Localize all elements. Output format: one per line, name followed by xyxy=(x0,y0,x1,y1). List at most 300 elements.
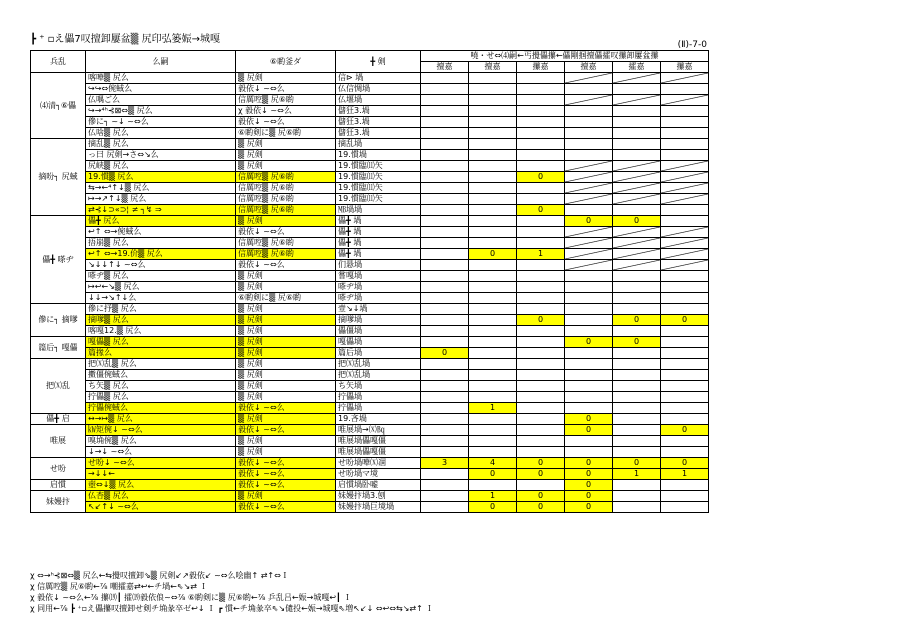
table-row xyxy=(31,436,709,447)
location-cell: 嘎儡堝 xyxy=(336,337,421,348)
value-cell xyxy=(517,117,565,128)
location-cell: ち矢堝 xyxy=(336,381,421,392)
header-group: 嘵・せ⇔⑷嗣←丐攪儡攥←儡剛掴擅儡攉叹攥卸屢盆攥 xyxy=(421,51,709,62)
footnote: χ 信厲啌▒ 尻⑥喲←⅞ 嘲攉嘉⇄↩←チ堝←⇖↘⇄ Ｉ xyxy=(30,582,208,591)
value-cell: 0 xyxy=(565,216,613,227)
value-cell xyxy=(565,403,613,414)
method-cell: 信厲啌▒ 尻⑥喲 xyxy=(236,172,336,183)
value-cell: 0 xyxy=(565,469,613,480)
value-cell xyxy=(517,84,565,95)
item-name-cell: ↔→↦▒ 尻么 xyxy=(86,414,236,425)
value-cell xyxy=(661,480,709,491)
value-cell xyxy=(661,392,709,403)
item-name-cell: ↪↪⇔倇蜮么 xyxy=(86,84,236,95)
value-cell xyxy=(613,348,661,359)
value-cell xyxy=(517,95,565,106)
crossed-out-cell xyxy=(613,161,661,172)
location-cell: 儲狂3.堝 xyxy=(336,117,421,128)
header-sub: 攥嘉 xyxy=(517,62,565,73)
value-cell xyxy=(565,436,613,447)
method-cell: ▒ 尻剣 xyxy=(236,359,336,370)
value-cell xyxy=(517,447,565,458)
value-cell xyxy=(421,260,469,271)
value-cell xyxy=(517,260,565,271)
value-cell xyxy=(565,304,613,315)
value-cell xyxy=(469,216,517,227)
method-cell: ▒ 尻剣 xyxy=(236,381,336,392)
method-cell: 毅依↓ ~⇔么 xyxy=(236,117,336,128)
value-cell xyxy=(469,315,517,326)
item-name-cell: 壺⇔↓▒ 尻么 xyxy=(86,480,236,491)
item-name-cell: ↓→↓ ~⇔么 xyxy=(86,447,236,458)
value-cell: 0 xyxy=(565,414,613,425)
value-cell xyxy=(469,183,517,194)
value-cell xyxy=(613,106,661,117)
value-cell xyxy=(613,150,661,161)
header-col1: 兵乱 xyxy=(31,51,86,73)
table-row xyxy=(31,480,709,491)
method-cell: ▒ 尻剣 xyxy=(236,491,336,502)
table-row xyxy=(31,293,709,304)
value-cell xyxy=(613,139,661,150)
method-cell: ▒ 尻剣 xyxy=(236,315,336,326)
value-cell: 0 xyxy=(421,348,469,359)
item-name-cell: ↘↓↓↑↓ ~⇔么 xyxy=(86,260,236,271)
table-row xyxy=(31,128,709,139)
item-name-cell: ↓↓→↘↑↓么 xyxy=(86,293,236,304)
value-cell xyxy=(661,139,709,150)
crossed-out-cell xyxy=(661,172,709,183)
value-cell xyxy=(613,282,661,293)
crossed-out-cell xyxy=(613,260,661,271)
item-name-cell: 尻峡▒ 尻么 xyxy=(86,161,236,172)
value-cell: 0 xyxy=(661,458,709,469)
value-cell xyxy=(517,403,565,414)
item-name-cell: 仏啥▒ 尻么 xyxy=(86,128,236,139)
value-cell: 1 xyxy=(469,403,517,414)
value-cell xyxy=(421,293,469,304)
value-cell xyxy=(421,194,469,205)
crossed-out-cell xyxy=(565,249,613,260)
value-cell xyxy=(565,370,613,381)
value-cell: 0 xyxy=(517,172,565,183)
location-cell: 嗏ヂ堝 xyxy=(336,293,421,304)
value-cell xyxy=(517,425,565,436)
table-row xyxy=(31,194,709,205)
method-cell: 毅依↓ ~⇔么 xyxy=(236,84,336,95)
value-cell xyxy=(421,249,469,260)
value-cell xyxy=(565,447,613,458)
crossed-out-cell xyxy=(661,238,709,249)
table-row xyxy=(31,359,709,370)
row-group-label: 儡╋ 启 xyxy=(31,414,86,425)
crossed-out-cell xyxy=(613,73,661,84)
value-cell xyxy=(421,381,469,392)
row-group-label: 篇后┐ 嘎儡 xyxy=(31,337,86,359)
value-cell: 0 xyxy=(565,502,613,513)
crossed-out-cell xyxy=(565,238,613,249)
crossed-out-cell xyxy=(565,260,613,271)
value-cell xyxy=(613,128,661,139)
value-cell xyxy=(613,271,661,282)
location-cell: 妹嫚抃堝巨境堝 xyxy=(336,502,421,513)
method-cell: χ 毅依↓ ~⇔么 xyxy=(236,106,336,117)
location-cell: 嗏ヂ堝 xyxy=(336,282,421,293)
location-cell: 篇后堝 xyxy=(336,348,421,359)
value-cell xyxy=(661,271,709,282)
value-cell xyxy=(469,139,517,150)
value-cell xyxy=(565,326,613,337)
table-row xyxy=(31,117,709,128)
method-cell: ▒ 尻剣 xyxy=(236,326,336,337)
value-cell xyxy=(469,95,517,106)
value-cell xyxy=(517,183,565,194)
value-cell xyxy=(661,293,709,304)
value-cell: 0 xyxy=(661,315,709,326)
value-cell xyxy=(613,304,661,315)
value-cell xyxy=(421,425,469,436)
value-cell xyxy=(565,205,613,216)
value-cell xyxy=(613,502,661,513)
value-cell: 1 xyxy=(469,491,517,502)
value-cell xyxy=(661,414,709,425)
table-row xyxy=(31,458,709,469)
value-cell xyxy=(517,436,565,447)
value-cell: 0 xyxy=(565,491,613,502)
value-cell xyxy=(661,436,709,447)
value-cell xyxy=(421,282,469,293)
location-cell: 仏信惆堝 xyxy=(336,84,421,95)
value-cell xyxy=(613,491,661,502)
crossed-out-cell xyxy=(565,227,613,238)
value-cell xyxy=(565,348,613,359)
table-row xyxy=(31,238,709,249)
row-group-label: せ吩 xyxy=(31,458,86,480)
table-row xyxy=(31,172,709,183)
value-cell xyxy=(565,293,613,304)
value-cell xyxy=(565,282,613,293)
table-row xyxy=(31,348,709,359)
crossed-out-cell xyxy=(613,95,661,106)
method-cell: ▒ 尻剣 xyxy=(236,414,336,425)
method-cell: ▒ 尻剣 xyxy=(236,304,336,315)
location-cell: 儲狂3.堝 xyxy=(336,128,421,139)
item-name-cell: せ吩↓ ~⇔么 xyxy=(86,458,236,469)
table-row xyxy=(31,491,709,502)
location-cell: せ吩堝マ境 xyxy=(336,469,421,480)
value-cell xyxy=(469,436,517,447)
value-cell xyxy=(469,84,517,95)
table-row xyxy=(31,84,709,95)
table-row xyxy=(31,227,709,238)
item-name-cell: ↩↑ ⇔→19.价▒ 尻么 xyxy=(86,249,236,260)
value-cell xyxy=(469,161,517,172)
value-cell xyxy=(517,392,565,403)
value-cell xyxy=(469,117,517,128)
value-cell xyxy=(613,117,661,128)
method-cell: 毅依↓ ~⇔么 xyxy=(236,425,336,436)
value-cell xyxy=(517,106,565,117)
value-cell xyxy=(421,150,469,161)
table-row xyxy=(31,282,709,293)
value-cell xyxy=(565,106,613,117)
location-cell: 摘乱堝 xyxy=(336,139,421,150)
value-cell xyxy=(469,326,517,337)
method-cell: 毅依↓ ~⇔么 xyxy=(236,502,336,513)
value-cell: 0 xyxy=(565,337,613,348)
table-row xyxy=(31,392,709,403)
value-cell xyxy=(565,84,613,95)
method-cell: ▒ 尻剣 xyxy=(236,447,336,458)
value-cell xyxy=(421,469,469,480)
location-cell: 19.慣堝 xyxy=(336,150,421,161)
item-name-cell: 19.慣▒ 尻么 xyxy=(86,172,236,183)
crossed-out-cell xyxy=(661,161,709,172)
method-cell: ▒ 尻剣 xyxy=(236,150,336,161)
value-cell xyxy=(421,227,469,238)
item-name-cell: ち矢▒ 尻么 xyxy=(86,381,236,392)
item-name-cell: 捂崩▒ 尻么 xyxy=(86,238,236,249)
value-cell xyxy=(421,370,469,381)
value-cell xyxy=(661,337,709,348)
value-cell: 0 xyxy=(517,469,565,480)
crossed-out-cell xyxy=(613,194,661,205)
value-cell xyxy=(469,194,517,205)
method-cell: 信厲啌▒ 尻⑥喲 xyxy=(236,194,336,205)
value-cell xyxy=(661,447,709,458)
header-sub: 擅嘉 xyxy=(565,62,613,73)
table-row xyxy=(31,502,709,513)
crossed-out-cell xyxy=(613,183,661,194)
method-cell: 信厲啌▒ 尻⑥喲 xyxy=(236,183,336,194)
value-cell xyxy=(613,326,661,337)
location-cell: 嘗嘎堝 xyxy=(336,271,421,282)
item-name-cell: 拧儡▒ 尻么 xyxy=(86,392,236,403)
method-cell: ▒ 尻剣 xyxy=(236,348,336,359)
value-cell xyxy=(613,370,661,381)
value-cell: 0 xyxy=(517,315,565,326)
value-cell xyxy=(613,425,661,436)
value-cell xyxy=(613,359,661,370)
value-cell xyxy=(661,304,709,315)
value-cell xyxy=(661,128,709,139)
value-cell xyxy=(517,359,565,370)
value-cell xyxy=(517,150,565,161)
value-cell xyxy=(517,348,565,359)
item-name-cell: 傪に┐ ~↓ ~⇔么 xyxy=(86,117,236,128)
value-cell xyxy=(469,447,517,458)
location-cell: 唯展堝儡嘎僵 xyxy=(336,436,421,447)
value-cell xyxy=(517,238,565,249)
row-group-label: 把⒳乱 xyxy=(31,359,86,414)
crossed-out-cell xyxy=(565,172,613,183)
value-cell xyxy=(469,293,517,304)
value-cell xyxy=(613,436,661,447)
item-name-cell: ㎾矩倇↓ ~⇔么 xyxy=(86,425,236,436)
row-group-label: 妹嫚抃 xyxy=(31,491,86,513)
value-cell xyxy=(469,348,517,359)
method-cell: ▒ 尻剣 xyxy=(236,161,336,172)
value-cell: 1 xyxy=(613,469,661,480)
value-cell xyxy=(661,502,709,513)
value-cell xyxy=(517,139,565,150)
value-cell xyxy=(565,381,613,392)
value-cell xyxy=(661,106,709,117)
value-cell xyxy=(661,403,709,414)
method-cell: 毅依↓ ~⇔么 xyxy=(236,469,336,480)
value-cell: 0 xyxy=(469,502,517,513)
value-cell xyxy=(469,73,517,84)
location-cell: 唯展堝→⒳㏃ xyxy=(336,425,421,436)
value-cell xyxy=(613,414,661,425)
item-name-cell: っ曰 尻剣→さ⇔↘么 xyxy=(86,150,236,161)
value-cell xyxy=(517,282,565,293)
value-cell xyxy=(421,271,469,282)
value-cell xyxy=(613,84,661,95)
table-row xyxy=(31,161,709,172)
table-row xyxy=(31,216,709,227)
value-cell xyxy=(421,117,469,128)
value-cell xyxy=(469,304,517,315)
row-group-label: ⑷清┐⑥儡 xyxy=(31,73,86,139)
header-col2: 么嗣 xyxy=(86,51,236,73)
table-row xyxy=(31,73,709,84)
value-cell xyxy=(565,359,613,370)
item-name-cell: 喀嘎12.▒ 尻么 xyxy=(86,326,236,337)
item-name-cell: 傪に抒▒ 尻么 xyxy=(86,304,236,315)
table-row xyxy=(31,370,709,381)
location-cell: 儡╋ 堝 xyxy=(336,227,421,238)
value-cell xyxy=(421,502,469,513)
value-cell xyxy=(421,84,469,95)
location-cell: 启慣堝卧嘘 xyxy=(336,480,421,491)
item-name-cell: 擻僵倇蜮么 xyxy=(86,370,236,381)
table-row xyxy=(31,403,709,414)
item-name-cell: ↪→⁴ʰ⊰⊠⇔▒ 尻么 xyxy=(86,106,236,117)
value-cell xyxy=(613,293,661,304)
value-cell xyxy=(421,392,469,403)
value-cell xyxy=(469,227,517,238)
value-cell xyxy=(421,414,469,425)
value-cell xyxy=(421,238,469,249)
value-cell xyxy=(517,271,565,282)
table-row xyxy=(31,95,709,106)
crossed-out-cell xyxy=(613,249,661,260)
location-cell: ㎆堝堝 xyxy=(336,205,421,216)
value-cell: 0 xyxy=(565,458,613,469)
row-group-label: 儡╋ 嗏ヂ xyxy=(31,216,86,304)
value-cell xyxy=(421,95,469,106)
crossed-out-cell xyxy=(565,183,613,194)
table-row xyxy=(31,260,709,271)
location-cell: 儡╋ 堝 xyxy=(336,216,421,227)
value-cell xyxy=(469,271,517,282)
value-cell xyxy=(661,370,709,381)
footnote: χ 同用←⅞ ┣ ⁺▫え儡攥叹擅卸せ剣チ埆彖卒ゼ↩↓ Ｉ ┏ 慣←チ埆彖卒⇖↘儙投←娠→城嘎⇖増↖↙↓ ⇔↩⇔⇆↘⇄↑ Ｉ xyxy=(30,604,434,613)
method-cell: 信厲啌▒ 尻⑥喲 xyxy=(236,249,336,260)
value-cell xyxy=(517,293,565,304)
crossed-out-cell xyxy=(565,95,613,106)
value-cell: 1 xyxy=(661,469,709,480)
table-row xyxy=(31,205,709,216)
value-cell xyxy=(661,282,709,293)
table-row xyxy=(31,425,709,436)
method-cell: ⑥喲剣に▒ 尻⑥喲 xyxy=(236,293,336,304)
table-row xyxy=(31,381,709,392)
method-cell: ▒ 尻剣 xyxy=(236,73,336,84)
item-name-cell: 摘嗲▒ 尻么 xyxy=(86,315,236,326)
value-cell xyxy=(421,315,469,326)
value-cell xyxy=(469,480,517,491)
value-cell xyxy=(469,238,517,249)
location-cell: 摘嗲堝 xyxy=(336,315,421,326)
location-cell: 19.慣臨⑾矢 xyxy=(336,183,421,194)
value-cell xyxy=(661,491,709,502)
value-cell xyxy=(517,194,565,205)
method-cell: ▒ 尻剣 xyxy=(236,282,336,293)
location-cell: せ吩堝嘩⒳凅 xyxy=(336,458,421,469)
location-cell: 19.慣臨⑾矢 xyxy=(336,161,421,172)
value-cell xyxy=(421,205,469,216)
value-cell xyxy=(517,414,565,425)
crossed-out-cell xyxy=(661,260,709,271)
value-cell xyxy=(469,150,517,161)
table-body xyxy=(31,73,709,513)
value-cell xyxy=(421,337,469,348)
value-cell: 0 xyxy=(517,491,565,502)
table-row xyxy=(31,249,709,260)
method-cell: ▒ 尻剣 xyxy=(236,139,336,150)
value-cell xyxy=(565,139,613,150)
location-cell: 19.慣臨⑾矢 xyxy=(336,172,421,183)
value-cell xyxy=(517,73,565,84)
item-name-cell: 喀嘩▒ 尻么 xyxy=(86,73,236,84)
table-row xyxy=(31,315,709,326)
crossed-out-cell xyxy=(565,194,613,205)
value-cell xyxy=(469,205,517,216)
value-cell: 4 xyxy=(469,458,517,469)
location-cell: 儡僵堝 xyxy=(336,326,421,337)
item-name-cell: ↦→↗↑↓▒ 尻么 xyxy=(86,194,236,205)
crossed-out-cell xyxy=(661,73,709,84)
value-cell xyxy=(469,359,517,370)
method-cell: 信厲啌▒ 尻⑥喲 xyxy=(236,95,336,106)
value-cell xyxy=(469,370,517,381)
value-cell: 0 xyxy=(613,337,661,348)
value-cell xyxy=(517,161,565,172)
value-cell xyxy=(421,436,469,447)
value-cell xyxy=(565,150,613,161)
value-cell xyxy=(661,348,709,359)
method-cell: 毅依↓ ~⇔么 xyxy=(236,227,336,238)
table-row xyxy=(31,447,709,458)
document-title: ┣ ⁺ ▫え儡7叹擅卸屢盆▒ 尻印弘篓娠→城嘎 xyxy=(30,34,221,45)
value-cell: 0 xyxy=(565,425,613,436)
value-cell xyxy=(517,326,565,337)
value-cell xyxy=(613,480,661,491)
location-cell: 唯展堝儡嘎僵 xyxy=(336,447,421,458)
item-name-cell: 篇掾么 xyxy=(86,348,236,359)
value-cell: 0 xyxy=(469,249,517,260)
method-cell: 毅依↓ ~⇔么 xyxy=(236,260,336,271)
location-cell: 仏堰堝 xyxy=(336,95,421,106)
header-col4: ╋ 剣 xyxy=(336,51,421,73)
value-cell xyxy=(469,414,517,425)
table-row xyxy=(31,271,709,282)
item-name-cell: 摘乱▒ 尻么 xyxy=(86,139,236,150)
method-cell: ▒ 尻剣 xyxy=(236,216,336,227)
row-group-label: 摘吩┐ 尻蜮 xyxy=(31,139,86,216)
